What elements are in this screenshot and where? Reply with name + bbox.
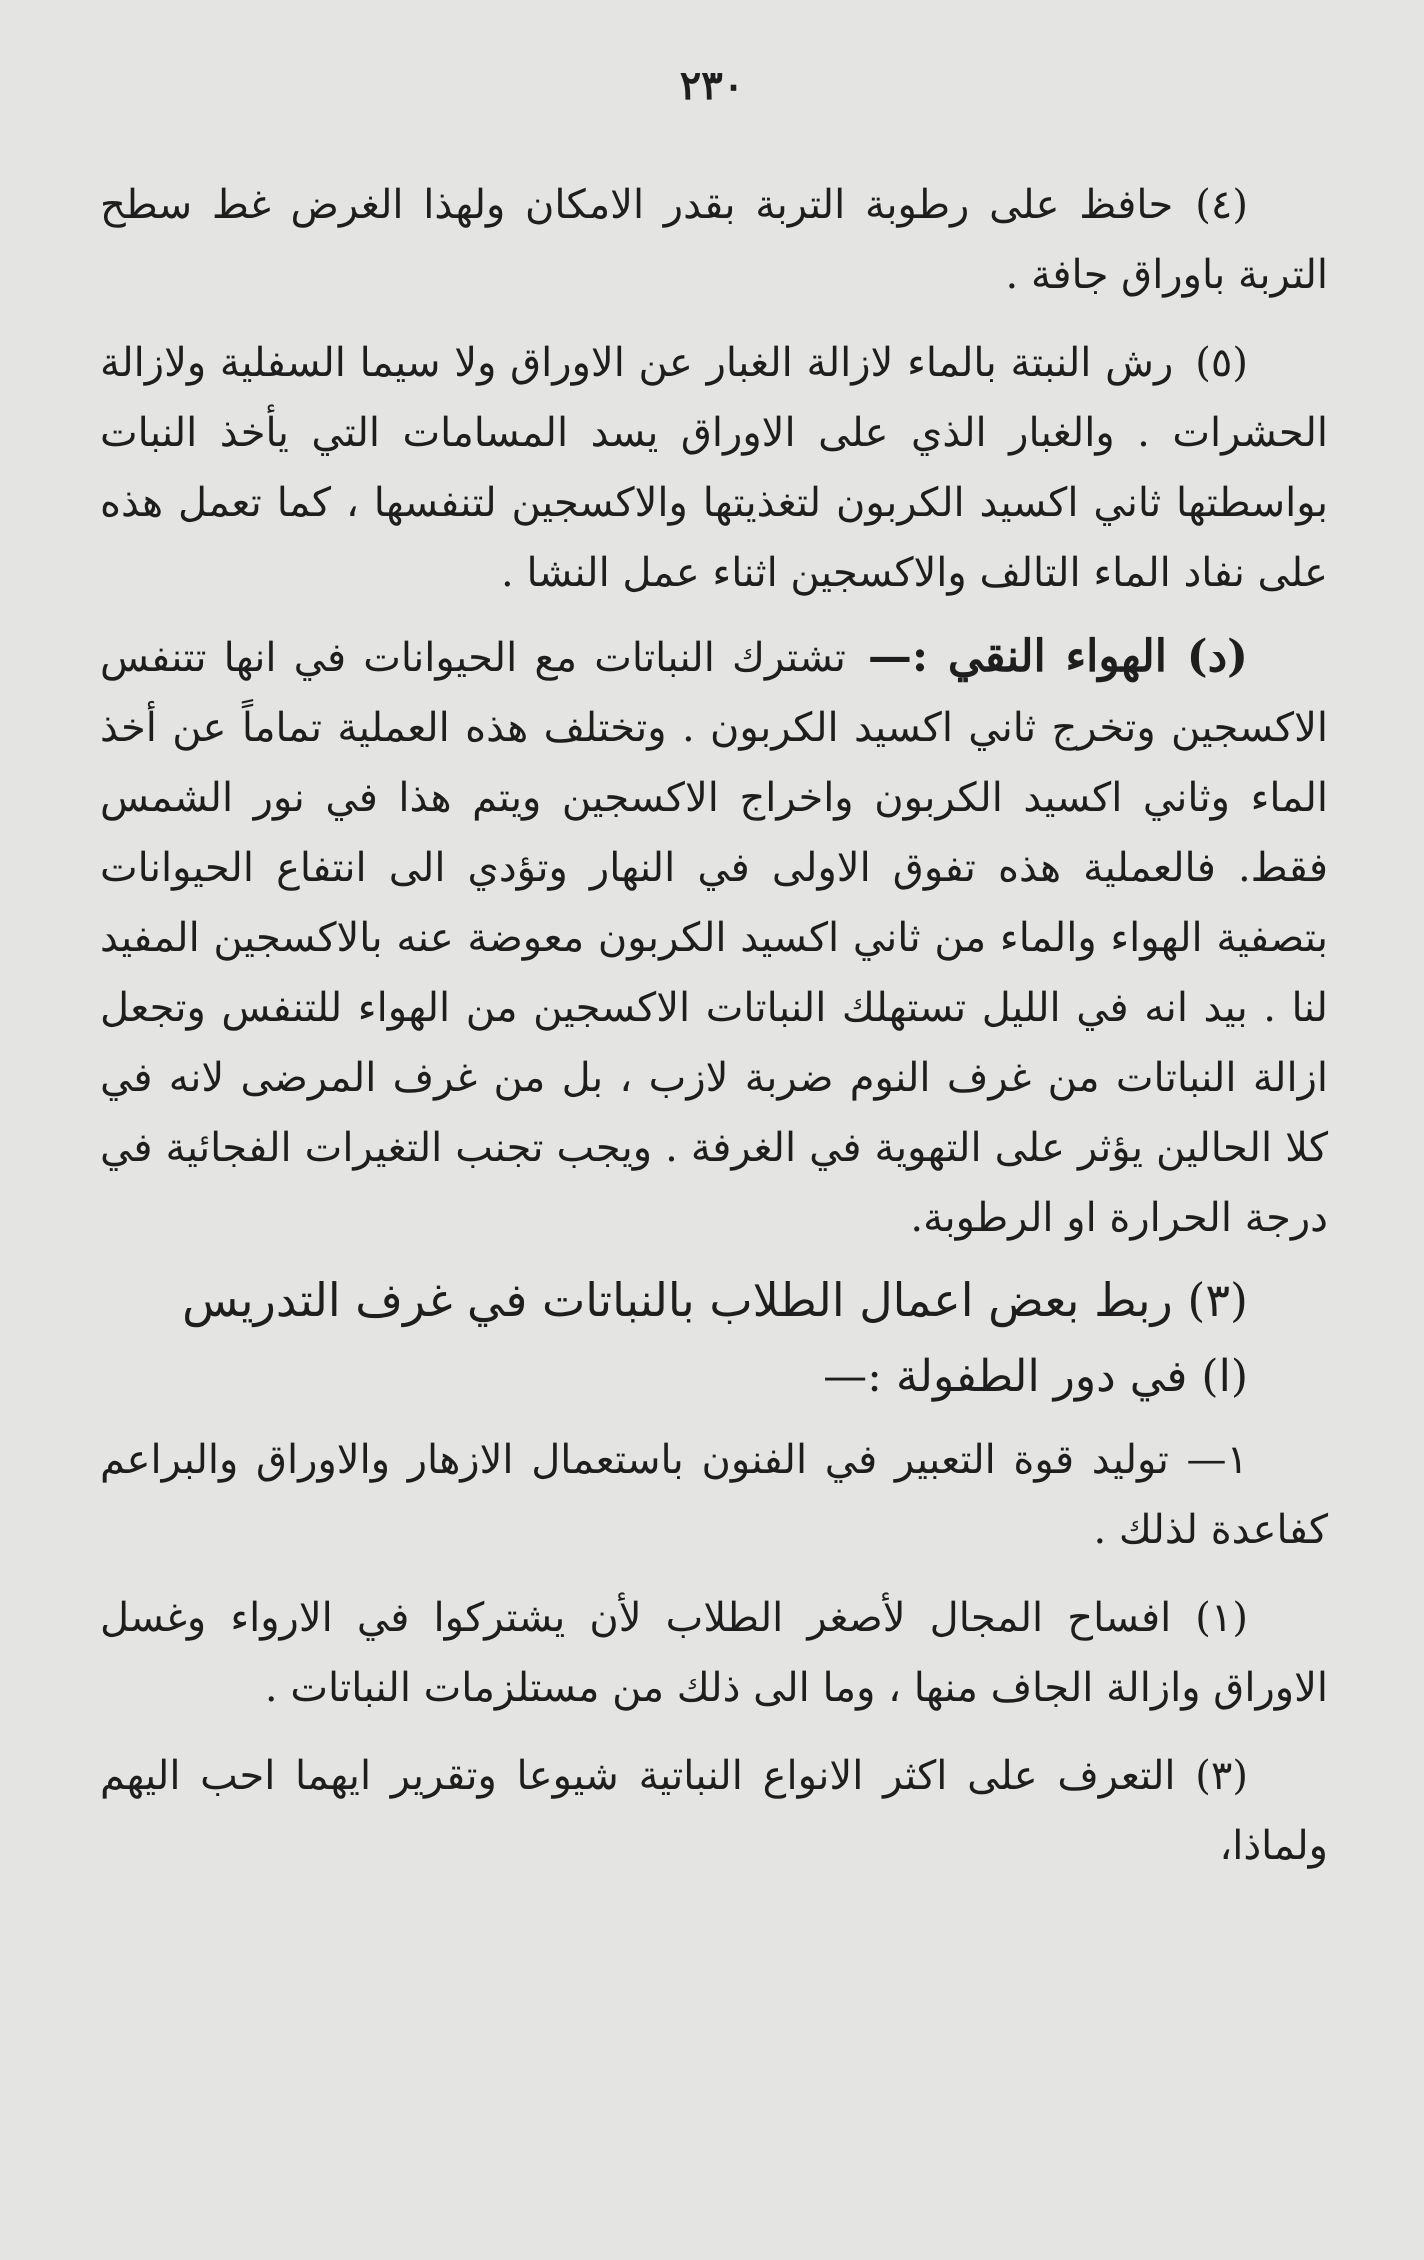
list-item: (٣) التعرف على اكثر الانواع النباتية شيوعا وتقرير ايهما احب اليهم ولماذا، (100, 1753, 1328, 1869)
section-heading: (٣) ربط بعض اعمال الطلاب بالنباتات في غرف التدريس (182, 1273, 1248, 1327)
sub-heading: (ا) في دور الطفولة :— (823, 1351, 1248, 1402)
list-item: (١) افساح المجال لأصغر الطلاب لأن يشتركوا في الارواء وغسل الاوراق وازالة الجاف منها ، وما الى ذلك من مستلزمات النباتات . (100, 1595, 1328, 1711)
list-item: ١— توليد قوة التعبير في الفنون باستعمال الازهار والاوراق والبراعم كفاعدة لذلك . (100, 1437, 1328, 1553)
paragraph-label: (د) الهواء النقي :— (867, 631, 1248, 682)
paragraph-text: تشترك النباتات مع الحيوانات في انها تتنفس الاكسجين وتخرج ثاني اكسيد الكربون . وتختلف هذه العملية تماماً عن أخذ الماء وثاني اكسيد الكربون واخراج الاكسجين ويتم هذا في نور الشمس فقط. فالعملية هذه تفوق الاولى في النهار وتؤدي الى انتفاع الحيوانات بتصفية الهواء والماء من ثاني اكسيد الكربون معوضة عنه بالاكسجين المفيد لنا . بيد انه في الليل تستهلك النباتات الاكسجين من الهواء للتنفس وتجعل ازالة النباتات من غرف النوم ضربة لازب ، بل من غرف المرضى لانه في كلا الحالين يؤثر على التهوية في الغرفة . ويجب تجنب التغيرات الفجائية في درجة الحرارة او الرطوبة. (100, 635, 1328, 1241)
page-number: ٢٣٠ (679, 62, 745, 109)
paragraph-text: حافظ على رطوبة التربة بقدر الامكان ولهذا الغرض غط سطح التربة باوراق جافة . (100, 182, 1328, 298)
paragraph-number: (٤) (1195, 182, 1248, 228)
body-text (100, 170, 1328, 1881)
paragraph-4 (100, 170, 1328, 310)
paragraph-5 (100, 328, 1328, 608)
paragraph-clean-air (100, 622, 1328, 1253)
paragraph-number: (٥) (1195, 340, 1248, 386)
paragraph-text: رش النبتة بالماء لازالة الغبار عن الاوراق ولا سيما السفلية ولازالة الحشرات . والغبار الذي على الاوراق يسد المسامات التي يأخذ النبات بواسطتها ثاني اكسيد الكربون لتغذيتها والاكسجين لتنفسها ، كما تعمل هذه على نفاد الماء التالف والاكسجين اثناء عمل النشا . (100, 340, 1328, 596)
